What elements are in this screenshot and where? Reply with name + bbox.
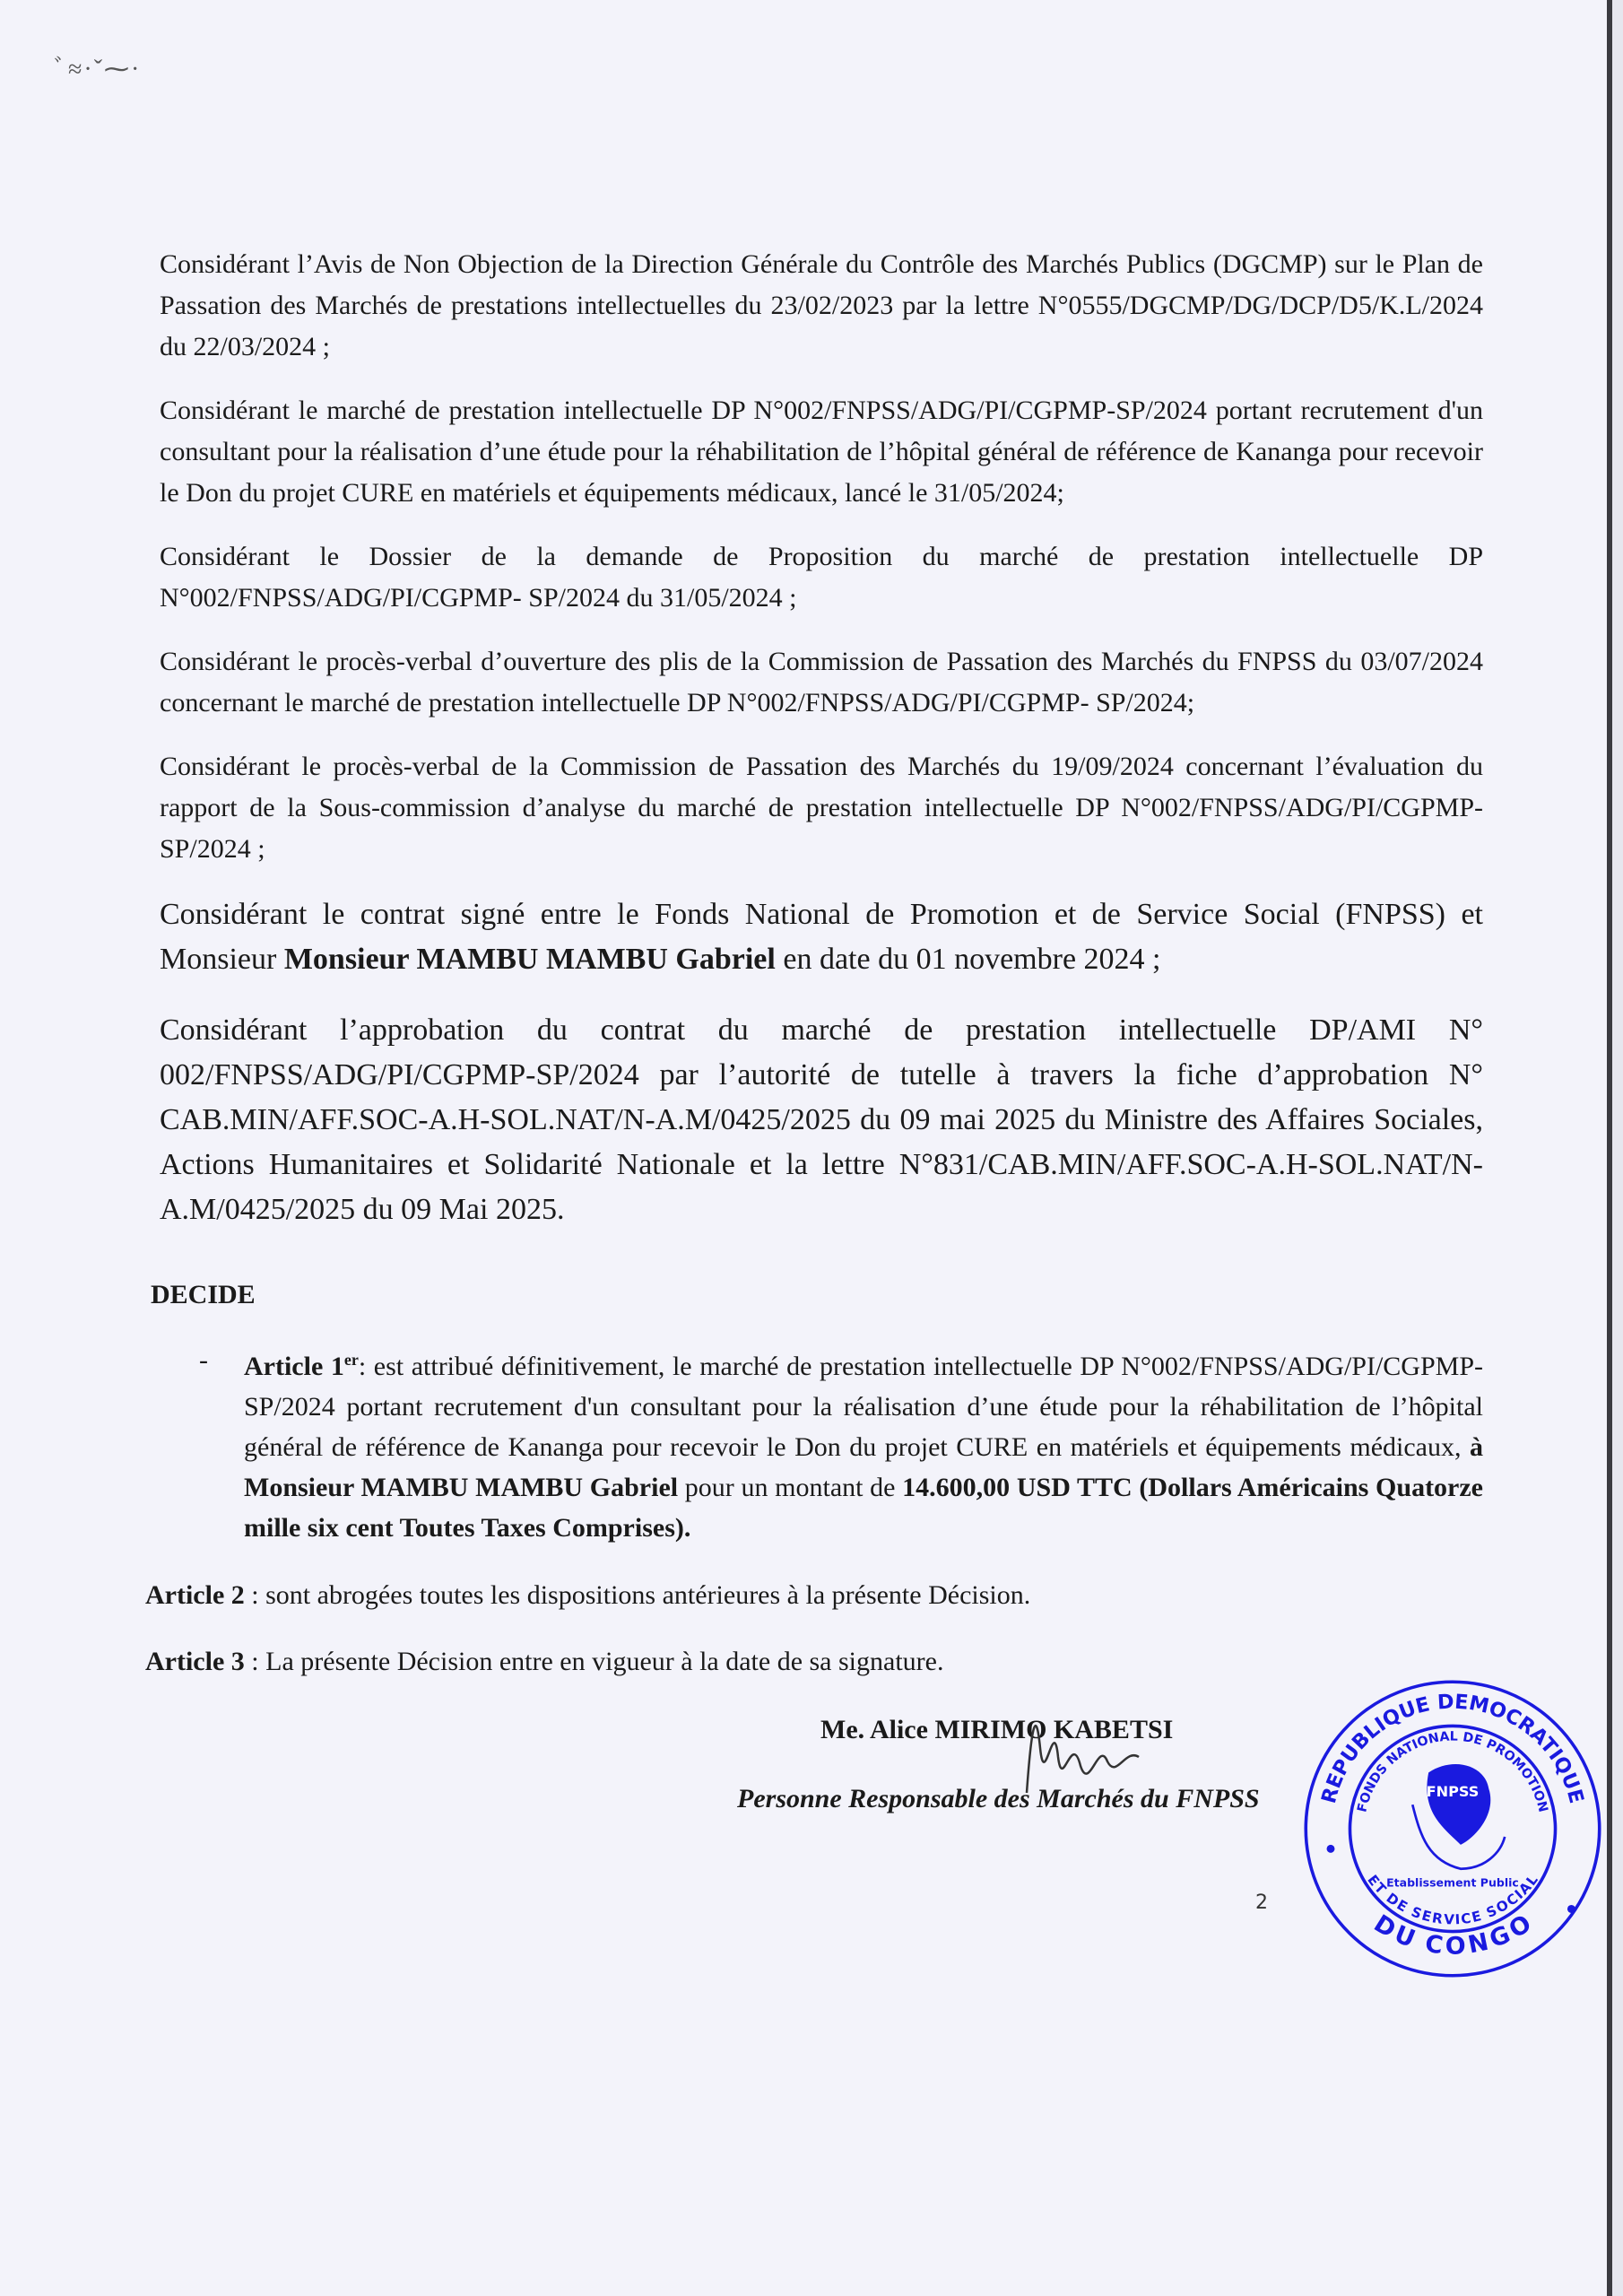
signature-block — [160, 1712, 1483, 1856]
stamp-outer-bottom: DU CONGO — [1368, 1909, 1537, 1961]
article-1-beneficiary: à Monsieur MAMBU MAMBU Gabriel — [244, 1432, 1483, 1502]
stamp-inner-bottom: ET DE SERVICE SOCIAL — [1364, 1872, 1541, 1928]
considerant-1: Considérant l’Avis de Non Objection de la Direction Générale du Contrôle des Marchés Publics (DGCMP) sur le Plan de Passation des Marchés de prestations intellectuelles du 23/02/2023 par la lettre N°0555/DGCMP/DG/DCP/D5/K.L/2024 du 22/03/2024 ; — [160, 249, 1483, 361]
article-3 — [145, 1641, 1483, 1682]
stamp-outer-top: REPUBLIQUE DEMOCRATIQUE — [1316, 1690, 1589, 1806]
article-1-row — [160, 1340, 1483, 1548]
stamp-center: FNPSS — [1426, 1783, 1480, 1801]
document-body — [145, 244, 1484, 1856]
official-stamp — [1300, 1676, 1605, 1981]
considerant-approbation: Considérant l’approbation du contrat du marché de prestation intellectuelle DP/AMI N° 002/FNPSS/ADG/PI/CGPMP-SP/2024 par l’autorité de tutelle à travers la fiche d’approbation N° CAB.MIN/AFF.SOC-A.H-SOL.NAT/N-A.M/0425/2025 du 09 mai 2025 du Ministre des Affaires Sociales, Actions Humanitaires et Solidarité Nationale et la lettre N°831/CAB.MIN/AFF.SOC-A.H-SOL.NAT/N-A.M/0425/2025 du 09 Mai 2025. — [160, 1013, 1483, 1226]
decide-heading: DECIDE — [151, 1280, 256, 1309]
map-icon — [1427, 1764, 1490, 1845]
signatory-role: Personne Responsable des Marchés du FNPSS — [737, 1784, 1260, 1813]
article-2-text: : sont abrogées toutes les dispositions antérieures à la présente Décision. — [244, 1580, 1031, 1610]
scan-mark: ﾞ≈·ˇ⁓· — [54, 56, 142, 83]
stamp-center-sub: Etablissement Public — [1386, 1875, 1519, 1890]
article-1-amount: 14.600,00 USD TTC (Dollars Américains Quatorze mille six cent Toutes Taxes Comprises). — [244, 1473, 1484, 1543]
considerant-3: Considérant le Dossier de la demande de Proposition du marché de prestation intellectuelle DP N°002/FNPSS/ADG/PI/CGPMP- SP/2024 du 31/05/2024 ; — [160, 542, 1483, 613]
handwritten-signature — [1018, 1694, 1143, 1811]
article-1-sup: er — [343, 1351, 359, 1369]
article-3-label: Article 3 — [145, 1647, 245, 1676]
scan-edge — [1612, 0, 1623, 2296]
contrat-text: Considérant le contrat signé entre le Fonds National de Promotion et de Service Social (FNPSS) et Monsieur — [160, 898, 1483, 976]
page-number: 2 — [1255, 1892, 1268, 1914]
article-1 — [244, 1340, 1483, 1548]
considerant-4: Considérant le procès-verbal d’ouverture des plis de la Commission de Passation des Marchés du FNPSS du 03/07/2024 concernant le marché de prestation intellectuelle DP N°002/FNPSS/ADG/PI/CGPMP- SP/2024; — [160, 647, 1483, 718]
article-2 — [145, 1575, 1483, 1615]
contractor-name: Monsieur MAMBU MAMBU Gabriel — [283, 943, 776, 976]
scan-edge-shadow — [1607, 0, 1612, 2296]
article-1-label: Article 1 — [244, 1352, 344, 1381]
considerant-contrat — [160, 892, 1483, 982]
contrat-date: en date du 01 novembre 2024 ; — [775, 943, 1161, 976]
article-3-text: : La présente Décision entre en vigueur à la date de sa signature. — [244, 1647, 944, 1676]
considerant-2: Considérant le marché de prestation intellectuelle DP N°002/FNPSS/ADG/PI/CGPMP-SP/2024 portant recrutement d'un consultant pour la réalisation d’une étude pour la réhabilitation de l’hôpital général de référence de Kananga pour recevoir le Don du projet CURE en matériels et équipements médicaux, lancé le 31/05/2024; — [160, 396, 1483, 508]
article-2-label: Article 2 — [145, 1580, 245, 1610]
stamp-inner-top: FONDS NATIONAL DE PROMOTION — [1355, 1729, 1550, 1814]
signatory-name: Me. Alice MIRIMO KABETSI — [820, 1715, 1174, 1744]
considerant-5: Considérant le procès-verbal de la Commission de Passation des Marchés du 19/09/2024 concernant l’évaluation du rapport de la Sous-commission d’analyse du marché de prestation intellectuelle DP N°002/FNPSS/ADG/PI/CGPMP- SP/2024 ; — [160, 752, 1483, 864]
list-dash: - — [199, 1345, 208, 1375]
article-1-text: : est attribué définitivement, le marché de prestation intellectuelle DP N°002/FNPSS/ADG/PI/CGPMP-SP/2024 portant recrutement d'un consultant pour la réalisation d’une étude pour la réhabilitation de l’hôpital général de référence de Kananga pour recevoir le Don du projet CURE en matériels et équipements médicaux, — [244, 1352, 1483, 1462]
article-1-amount-prefix: pour un montant de — [678, 1473, 903, 1502]
